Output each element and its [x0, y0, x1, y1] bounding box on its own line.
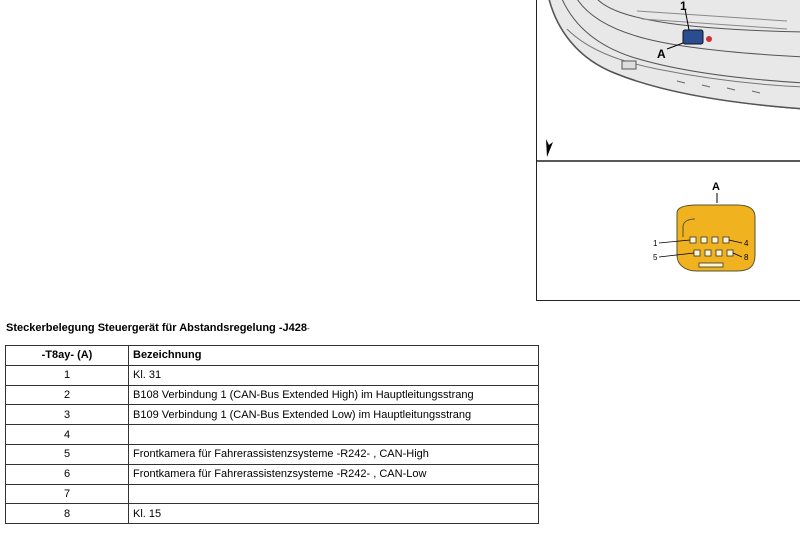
description-cell: Kl. 31	[129, 365, 539, 385]
pin-cell: 8	[6, 504, 129, 524]
section-title-text: Steckerbelegung Steuergerät für Abstandsregelung -J428	[6, 322, 307, 334]
section-title	[6, 322, 310, 334]
column-header-description: Bezeichnung	[129, 346, 539, 366]
table-row	[6, 464, 539, 484]
pin-cell: 5	[6, 444, 129, 464]
callout-a-label: A	[657, 47, 666, 61]
pin-cell: 6	[6, 464, 129, 484]
description-cell: Frontkamera für Fahrerassistenzsysteme -R242- , CAN-Low	[129, 464, 539, 484]
section-title-suffix: -	[306, 324, 310, 333]
table-row	[6, 484, 539, 504]
connector-a-label: A	[712, 181, 720, 193]
connector-t8ay-drawing	[659, 205, 755, 271]
figure-drawing	[537, 0, 800, 302]
table-row	[6, 365, 539, 385]
table-row	[6, 405, 539, 425]
pin-cell: 4	[6, 425, 129, 445]
installation-figure	[536, 0, 800, 301]
description-cell: Kl. 15	[129, 504, 539, 524]
callout-1-label: 1	[680, 0, 687, 13]
pin-5-label: 5	[653, 253, 658, 262]
direction-arrow-icon	[546, 139, 553, 157]
description-cell	[129, 484, 539, 504]
pin-assignment-table	[5, 345, 539, 524]
table-header-row	[6, 346, 539, 366]
description-cell: B109 Verbindung 1 (CAN-Bus Extended Low) im Hauptleitungsstrang	[129, 405, 539, 425]
description-cell	[129, 425, 539, 445]
table-row	[6, 385, 539, 405]
pin-cell: 7	[6, 484, 129, 504]
pin-1-label: 1	[653, 239, 658, 248]
pin-cell: 1	[6, 365, 129, 385]
table-row	[6, 444, 539, 464]
pin-cell: 2	[6, 385, 129, 405]
pin-8-label: 8	[744, 253, 749, 262]
table-row	[6, 425, 539, 445]
description-cell: B108 Verbindung 1 (CAN-Bus Extended High) im Hauptleitungsstrang	[129, 385, 539, 405]
column-header-pin: -T8ay- (A)	[6, 346, 129, 366]
pin-4-label: 4	[744, 239, 749, 248]
bumper-drawing	[549, 0, 800, 109]
description-cell: Frontkamera für Fahrerassistenzsysteme -R242- , CAN-High	[129, 444, 539, 464]
pin-cell: 3	[6, 405, 129, 425]
table-row	[6, 504, 539, 524]
